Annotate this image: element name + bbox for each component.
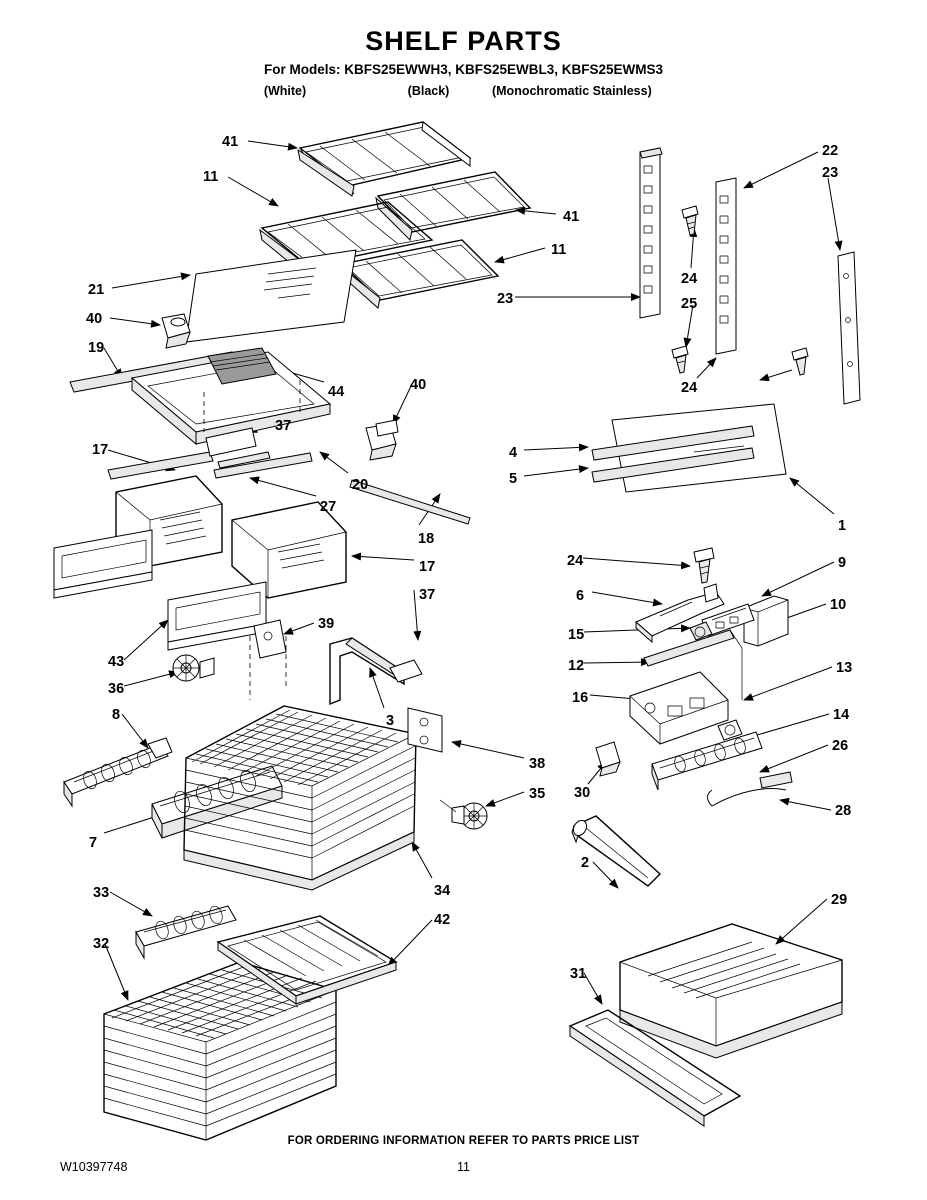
callout-38: 38 (529, 756, 546, 772)
screw-25 (672, 346, 688, 373)
callout-26: 26 (832, 738, 849, 754)
callout-21: 21 (88, 282, 105, 298)
callout-41b: 41 (563, 209, 580, 225)
callout-36: 36 (108, 681, 125, 697)
basket-rail-3 (330, 638, 422, 704)
callout-3: 3 (386, 713, 395, 729)
clip-30 (596, 742, 620, 776)
callout-4: 4 (509, 445, 518, 461)
callout-40a: 40 (86, 311, 103, 327)
callout-30: 30 (574, 785, 591, 801)
callout-7: 7 (89, 835, 98, 851)
callout-5: 5 (509, 471, 518, 487)
callout-29: 29 (831, 892, 848, 908)
bracket-38 (408, 708, 442, 752)
callout-22: 22 (822, 143, 839, 159)
callout-40b: 40 (410, 377, 427, 393)
callout-1: 1 (838, 518, 847, 534)
document-number: W10397748 (60, 1160, 128, 1174)
callout-24b: 24 (681, 380, 698, 396)
screw-24c (694, 548, 714, 583)
callout-17b: 17 (419, 559, 436, 575)
wire-28 (708, 772, 793, 806)
callout-18: 18 (418, 531, 435, 547)
callout-24c: 24 (567, 553, 584, 569)
drawer-handle-8 (64, 738, 172, 806)
finish-black-label: (Black) (407, 84, 450, 98)
callout-8: 8 (112, 707, 121, 723)
callout-16: 16 (572, 690, 589, 706)
drawer-front-43 (54, 530, 152, 598)
shelf-clip-40a (162, 314, 190, 348)
callout-37b: 37 (419, 587, 436, 603)
page-number: 11 (457, 1160, 470, 1174)
shelf-ladder-left (640, 148, 662, 318)
callout-32: 32 (93, 936, 110, 952)
models-line: For Models: KBFS25EWWH3, KBFS25EWBL3, KBFS25EWMS3 (263, 62, 664, 77)
callout-10: 10 (830, 597, 847, 613)
glass-shelf-21 (186, 250, 356, 342)
callout-15: 15 (568, 627, 585, 643)
ladder-strip-23 (838, 252, 860, 404)
bin-29 (620, 924, 842, 1058)
finish-white-label: (White) (263, 84, 307, 98)
roller-35 (440, 800, 487, 829)
finish-stainless-label: (Monochromatic Stainless) (491, 84, 652, 98)
slide-bracket-39 (250, 620, 286, 700)
callout-23a: 23 (497, 291, 514, 307)
handle-2 (571, 816, 660, 886)
callout-34: 34 (434, 883, 451, 899)
callout-24a: 24 (681, 271, 698, 287)
screw-24b (792, 348, 808, 375)
callout-2: 2 (581, 855, 590, 871)
page-title: SHELF PARTS (365, 26, 562, 56)
shelf-clip-40b (366, 420, 398, 460)
callout-31: 31 (570, 966, 587, 982)
callout-35: 35 (529, 786, 546, 802)
callout-20: 20 (352, 477, 369, 493)
callout-23b: 23 (822, 165, 839, 181)
shelf-42 (218, 916, 396, 1004)
callout-43: 43 (108, 654, 125, 670)
callout-12: 12 (568, 658, 585, 674)
callout-11b: 11 (551, 242, 567, 258)
callout-13: 13 (836, 660, 853, 676)
callout-42: 42 (434, 912, 451, 928)
callout-17a: 17 (92, 442, 109, 458)
callout-19: 19 (88, 340, 105, 356)
callout-33: 33 (93, 885, 110, 901)
drawer-front-43b (168, 582, 266, 650)
callout-44: 44 (328, 384, 345, 400)
callout-6: 6 (576, 588, 585, 604)
ordering-note: FOR ORDERING INFORMATION REFER TO PARTS PRICE LIST (287, 1135, 640, 1147)
callout-9: 9 (838, 555, 847, 571)
callout-41a: 41 (222, 134, 239, 150)
callout-14: 14 (833, 707, 850, 723)
callout-27: 27 (320, 499, 337, 515)
callout-39: 39 (318, 616, 335, 632)
callout-11a: 11 (203, 169, 219, 185)
screw-24a (682, 206, 698, 235)
callout-28: 28 (835, 803, 852, 819)
roller-36 (173, 655, 214, 681)
callout-37a: 37 (275, 418, 292, 434)
slide-assembly-16 (630, 630, 742, 744)
shelf-ladder-right (716, 178, 736, 354)
crisper-bin-right (232, 499, 346, 598)
callout-25: 25 (681, 296, 698, 312)
